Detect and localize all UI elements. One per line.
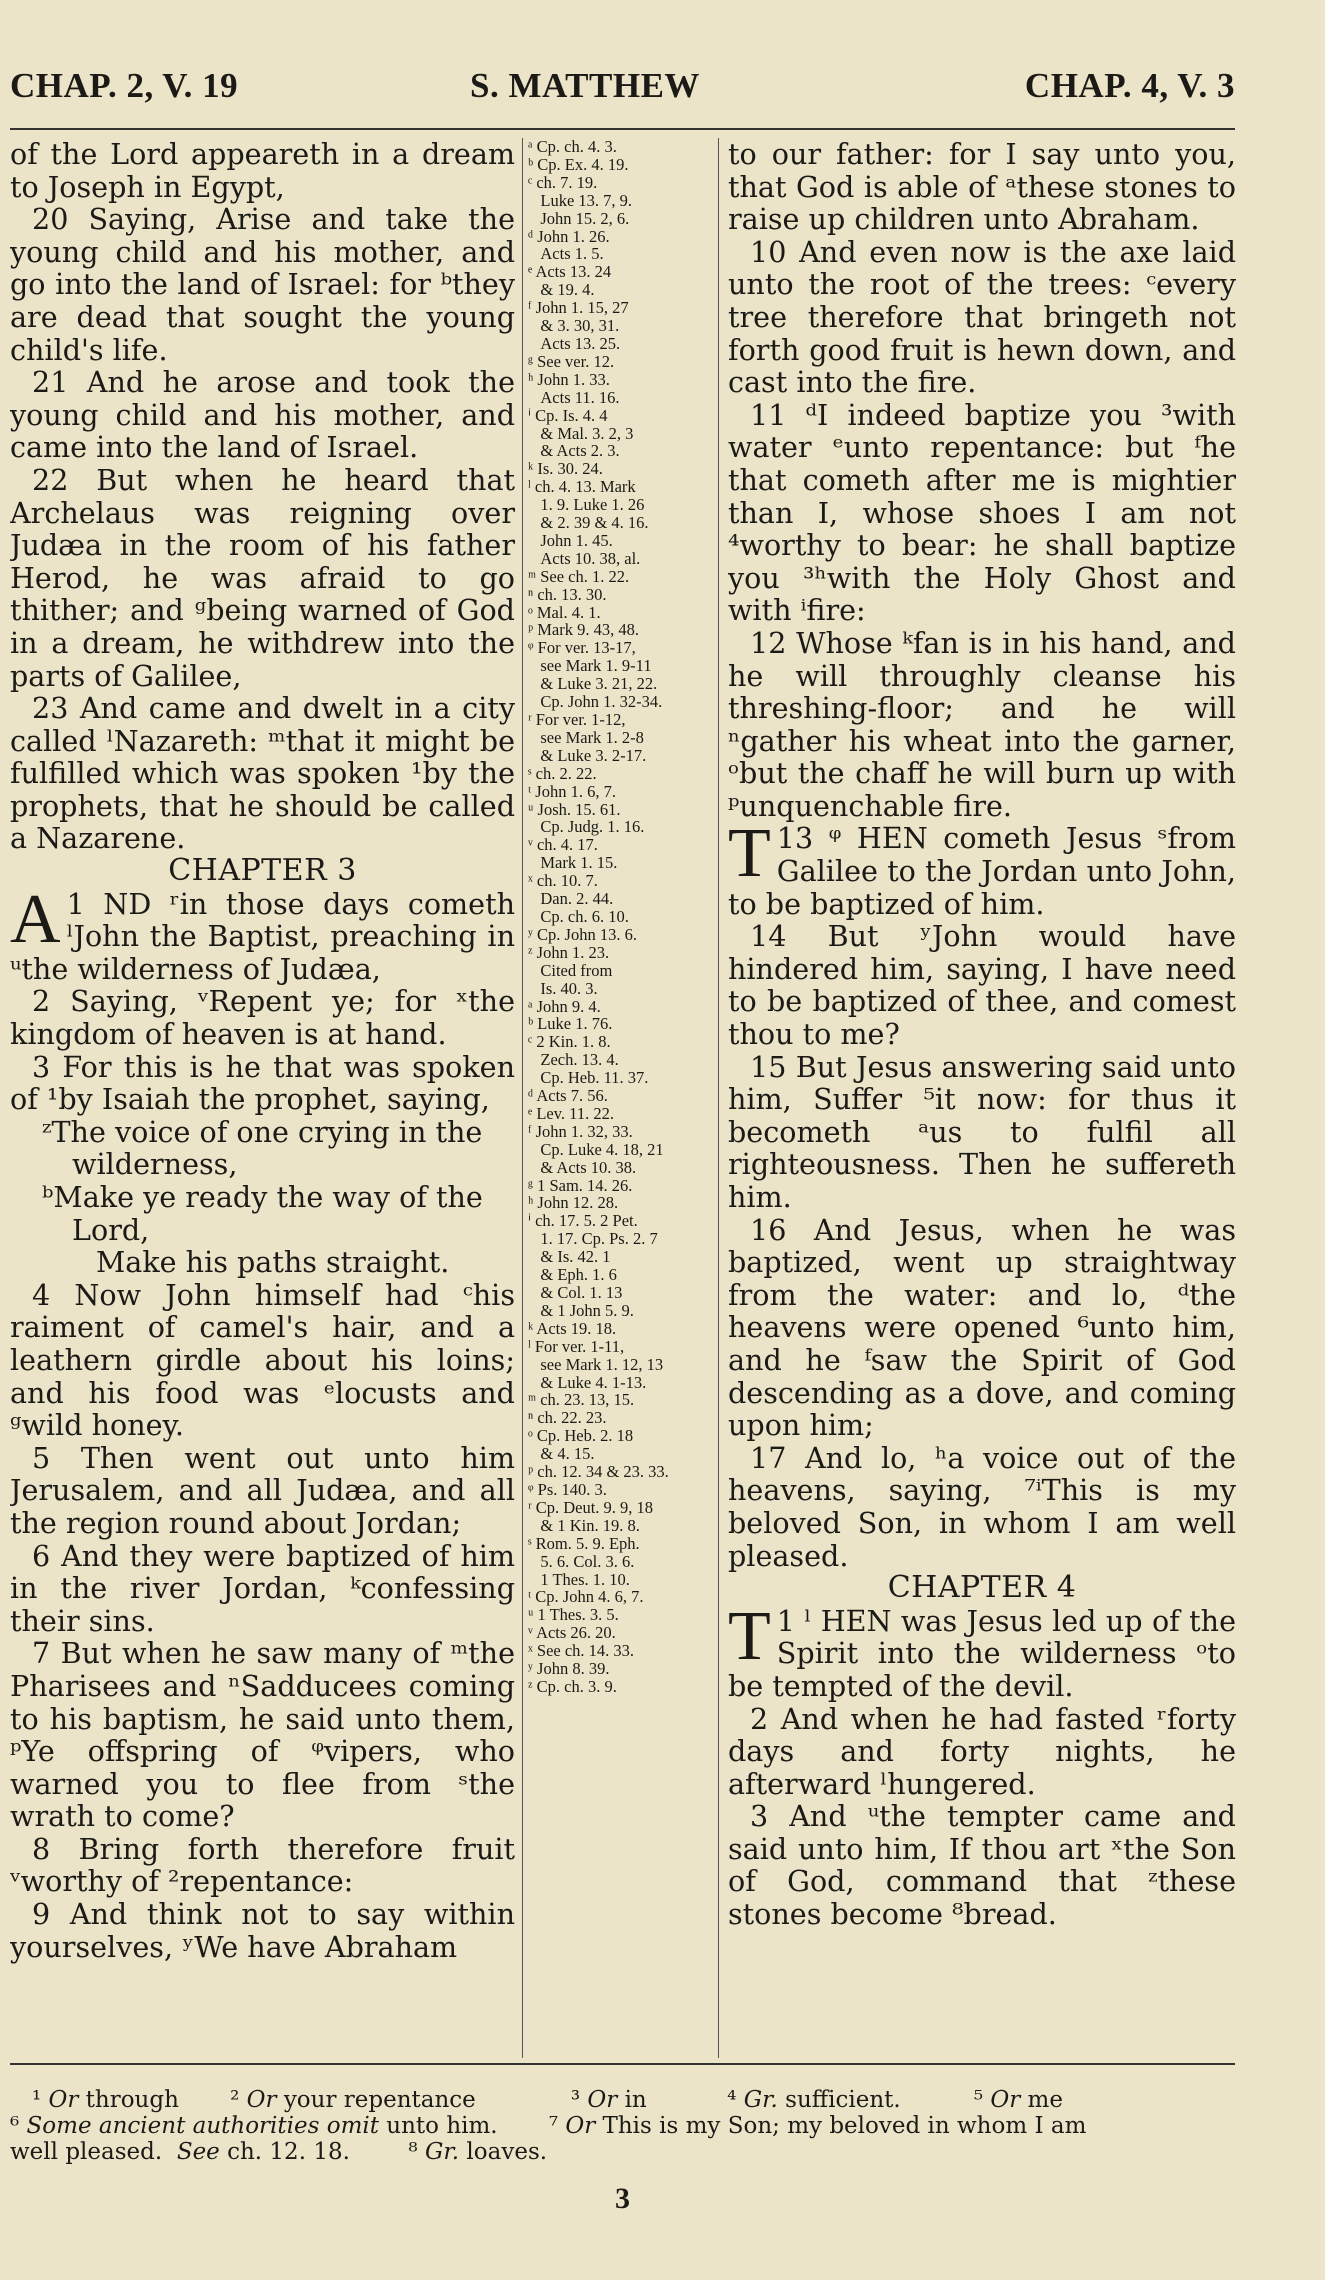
footnote-1-marker: ¹: [31, 2087, 42, 2113]
drop-cap: T: [728, 1597, 771, 1675]
chapter-4-heading: CHAPTER 4: [887, 1570, 1077, 1606]
verse-3-8: 8 Bring forth therefore fruit ᵛworthy of ²repentance:: [10, 1831, 515, 1899]
cross-reference: & 2. 39 & 4. 16.: [528, 513, 649, 533]
verse-3-4: 4 Now John himself had ᶜhis raiment of camel's hair, and a leathern girdle about his loins; and his food was ᵉlocusts and ᵍwild honey.: [10, 1277, 515, 1443]
cross-reference: ᵒ Mal. 4. 1.: [528, 602, 601, 622]
cross-reference: & Luke 3. 2-17.: [528, 745, 647, 765]
cross-reference: Cp. Heb. 11. 37.: [528, 1068, 649, 1088]
cross-reference: ˢ ch. 2. 22.: [528, 763, 597, 783]
verse-3-14: 14 But ʸJohn would have hindered him, saying, I have need to be baptized of thee, and comest thou to me?: [728, 919, 1236, 1052]
footnote-3-marker: ³: [570, 2087, 581, 2113]
cross-reference: ᵈ Acts 7. 56.: [528, 1086, 608, 1106]
footnote-7-see: See: [176, 2139, 220, 2165]
footnote-6-italic: Some ancient authorities omit: [26, 2113, 379, 2139]
quotation-line: ᶻThe voice of one crying in the wilderness,: [42, 1114, 483, 1182]
footnotes: [10, 2087, 1235, 2165]
cross-reference: ˣ ch. 10. 7.: [528, 871, 598, 891]
verse-3-11: 11 ᵈI indeed baptize you ³with water ᵉunto repentance: but ᶠhe that cometh after me is mightier than I, whose shoes I am not ⁴worthy to bear: he shall baptize you ³ʰwith the Holy Ghost and with ⁱfire:: [728, 397, 1236, 628]
verse-2-23: 23 And came and dwelt in a city called ˡNazareth: ᵐthat it might be fulfilled which was spoken ¹by the prophets, that he should be called a Nazarene.: [10, 691, 515, 856]
footnote-1-text: through: [85, 2087, 179, 2113]
footnote-7-or: Or: [565, 2113, 596, 2139]
verse-3-13-text: 13 ᵠ HEN cometh Jesus ˢfrom Galilee to the Jordan unto John, to be baptized of him.: [728, 821, 1236, 921]
cross-reference: & Luke 4. 1-13.: [528, 1372, 647, 1392]
cross-reference: ᶜ 2 Kin. 1. 8.: [528, 1032, 611, 1052]
header-rule: [10, 128, 1235, 130]
verse-3-7: 7 But when he saw many of ᵐthe Pharisees and ⁿSadducees coming to his baptism, he said unto them, ᵖYe offspring of ᵠvipers, who warned you to flee from ˢthe wrath to come?: [10, 1636, 515, 1834]
cross-reference: Is. 40. 3.: [528, 978, 598, 998]
cross-reference: ˡ For ver. 1-11,: [528, 1336, 625, 1356]
cross-reference: Dan. 2. 44.: [528, 889, 614, 909]
footnote-4-marker: ⁴: [727, 2087, 737, 2113]
header-chapter-verse-end: CHAP. 4, V. 3: [1024, 66, 1235, 105]
cross-reference: ᵈ John 1. 26.: [528, 226, 610, 246]
footnote-line: [10, 2087, 1235, 2113]
cross-reference: ᵇ Luke 1. 76.: [528, 1014, 613, 1034]
footnote-4-text: sufficient.: [785, 2087, 901, 2113]
cross-reference: Mark 1. 15.: [528, 853, 618, 873]
cross-reference: & Is. 42. 1: [528, 1247, 611, 1267]
cross-reference: see Mark 1. 12, 13: [528, 1354, 664, 1374]
verse-3-3: 3 For this is he that was spoken of ¹by Isaiah the prophet, saying,: [10, 1049, 515, 1117]
footnote-1-or: Or: [48, 2087, 79, 2113]
cross-reference: ᵠ Ps. 140. 3.: [528, 1479, 607, 1499]
cross-reference: & 4. 15.: [528, 1444, 595, 1464]
cross-reference: ᵒ Cp. Heb. 2. 18: [528, 1426, 634, 1446]
cross-reference: ʳ Cp. Deut. 9. 9, 18: [528, 1497, 654, 1517]
cross-reference: & Luke 3. 21, 22.: [528, 674, 658, 694]
verse-3-1-text: 1 ND ʳin those days cometh ˡJohn the Baptist, preaching in ᵘthe wilderness of Judæa,: [10, 886, 515, 986]
cross-reference: Cp. ch. 6. 10.: [528, 906, 629, 926]
footnote-6-text: unto him.: [386, 2113, 498, 2139]
cross-reference: 5. 6. Col. 3. 6.: [528, 1551, 635, 1571]
page-number: 3: [615, 2182, 630, 2215]
cross-reference: ᶻ Cp. ch. 3. 9.: [528, 1676, 617, 1696]
cross-reference: ᵘ 1 Thes. 3. 5.: [528, 1605, 619, 1625]
verse-3-5: 5 Then went out unto him Jerusalem, and all Judæa, and all the region round about Jordan;: [10, 1440, 515, 1540]
cross-reference: ᵍ See ver. 12.: [528, 351, 615, 371]
verse-2-20: 20 Saying, Arise and take the young child and his mother, and go into the land of Israel: for ᵇthey are dead that sought the young child's life.: [10, 202, 515, 367]
cross-reference: ᵛ Acts 26. 20.: [528, 1623, 616, 1643]
verse-3-17: 17 And lo, ʰa voice out of the heavens, saying, ⁷ⁱThis is my beloved Son, in whom I am well pleased.: [728, 1440, 1236, 1573]
cross-reference: ᶻ John 1. 23.: [528, 942, 610, 962]
cross-reference: ᵇ Cp. Ex. 4. 19.: [528, 154, 629, 174]
header-book-title: S. MATTHEW: [470, 66, 700, 105]
cross-reference: see Mark 1. 2-8: [528, 727, 644, 747]
footnote-3-or: Or: [587, 2087, 618, 2113]
cross-reference: Cp. Luke 4. 18, 21: [528, 1139, 664, 1159]
cross-reference: ᵘ Josh. 15. 61.: [528, 799, 621, 819]
verse-3-9: 9 And think not to say within yourselves, ʸWe have Abraham: [10, 1897, 515, 1964]
footnote-2-marker: ²: [230, 2087, 240, 2113]
footnote-7-continued: well pleased.: [10, 2139, 163, 2165]
header-chapter-verse-start: CHAP. 2, V. 19: [10, 66, 239, 105]
footnote-5-text: me: [1027, 2087, 1063, 2113]
cross-reference: 1. 9. Luke 1. 26: [528, 495, 645, 515]
cross-reference: ˣ See ch. 14. 33.: [528, 1641, 635, 1661]
cross-reference: ᶜ ch. 7. 19.: [528, 172, 598, 192]
footnote-6-marker: ⁶: [10, 2113, 20, 2139]
cross-reference: ᵉ Acts 13. 24: [528, 262, 612, 282]
cross-reference: John 1. 45.: [528, 530, 613, 550]
cross-reference: ⁿ ch. 13. 30.: [528, 584, 607, 604]
verse-3-10: 10 And even now is the axe laid unto the root of the trees: ᶜevery tree therefore that bringeth not forth good fruit is hewn down, and cast into the fire.: [728, 234, 1236, 400]
cross-reference: ⁱ Cp. Is. 4. 4: [528, 405, 608, 425]
verse-3-6: 6 And they were baptized of him in the river Jordan, ᵏconfessing their sins.: [10, 1538, 515, 1638]
footnote-7-text: This is my Son; my beloved in whom I am: [602, 2113, 1087, 2139]
cross-reference: & 1 John 5. 9.: [528, 1300, 634, 1320]
footnote-4-gr: Gr.: [743, 2087, 778, 2113]
cross-reference: ᵖ Mark 9. 43, 48.: [528, 620, 639, 640]
cross-reference: ᵐ See ch. 1. 22.: [528, 566, 630, 586]
footnote-5-or: Or: [990, 2087, 1021, 2113]
verse-3-2: 2 Saying, ᵛRepent ye; for ˣthe kingdom of heaven is at hand.: [10, 984, 515, 1052]
cross-reference: ᵗ Cp. John 4. 6, 7.: [528, 1587, 644, 1607]
cross-reference: ʳ For ver. 1-12,: [528, 710, 626, 729]
verse-3-1: [10, 880, 515, 986]
cross-reference: ᵛ ch. 4. 17.: [528, 835, 598, 855]
verse-4-2: 2 And when he had fasted ʳforty days and forty nights, he afterward ˡhungered.: [728, 1701, 1236, 1801]
cross-reference: ᵖ ch. 12. 34 & 23. 33.: [528, 1462, 669, 1482]
verse-4-1: [728, 1597, 1236, 1703]
cross-reference: ᵃ John 9. 4.: [528, 996, 601, 1016]
cross-reference: & Eph. 1. 6: [528, 1265, 617, 1285]
running-header: [10, 66, 1235, 122]
verse-text: to our father: for I say unto you, that God is able of ᵃthese stones to raise up children unto Abraham.: [728, 138, 1236, 237]
footnote-7-ref: ch. 12. 18.: [227, 2139, 350, 2165]
cross-reference: & Acts 10. 38.: [528, 1157, 637, 1177]
cross-reference: ˡ ch. 4. 13. Mark: [528, 477, 636, 497]
cross-reference-margin: [528, 138, 714, 2058]
cross-reference: & 19. 4.: [528, 280, 595, 300]
cross-reference: & Col. 1. 13: [528, 1283, 623, 1302]
cross-reference: ᵉ Lev. 11. 22.: [528, 1103, 614, 1123]
cross-reference: ʰ John 1. 33.: [528, 369, 610, 389]
column-divider: [718, 138, 719, 2058]
cross-reference: ʰ John 12. 28.: [528, 1193, 619, 1213]
footnote-8-gr: Gr.: [424, 2139, 460, 2165]
cross-reference: ᶠ John 1. 15, 27: [528, 298, 629, 318]
cross-reference: Cp. John 1. 32-34.: [528, 692, 663, 712]
footnote-3-text: in: [624, 2087, 647, 2113]
cross-reference: ˢ Rom. 5. 9. Eph.: [528, 1533, 640, 1553]
quotation-line: Make his paths straight.: [96, 1245, 450, 1280]
cross-reference: ᵏ Is. 30. 24.: [528, 459, 603, 479]
footnote-8-text: loaves.: [466, 2139, 548, 2165]
footnote-rule: [10, 2063, 1235, 2065]
cross-reference: Acts 10. 38, al.: [528, 548, 641, 568]
cross-reference: Zech. 13. 4.: [528, 1050, 619, 1070]
cross-reference: Cp. Judg. 1. 16.: [528, 817, 645, 837]
cross-reference: Cited from: [528, 960, 613, 980]
cross-reference: ᵐ ch. 23. 13, 15.: [528, 1390, 635, 1410]
footnote-2-or: Or: [246, 2087, 277, 2113]
cross-reference: ᵍ 1 Sam. 14. 26.: [528, 1175, 633, 1195]
drop-cap: A: [10, 880, 61, 958]
footnote-5-marker: ⁵: [973, 2087, 984, 2113]
cross-reference: & 3. 30, 31.: [528, 316, 620, 336]
quotation-line: ᵇMake ye ready the way of the Lord,: [42, 1180, 483, 1247]
cross-reference: ʸ Cp. John 13. 6.: [528, 924, 637, 944]
cross-reference: Acts 13. 25.: [528, 333, 621, 353]
footnote-2-text: your repentance: [283, 2087, 476, 2113]
cross-reference: ⁱ ch. 17. 5. 2 Pet.: [528, 1211, 638, 1231]
cross-reference: ⁿ ch. 22. 23.: [528, 1408, 607, 1428]
footnote-7-marker: ⁷: [548, 2113, 559, 2139]
cross-reference: ᵗ John 1. 6, 7.: [528, 781, 616, 801]
column-divider: [522, 138, 523, 2058]
cross-reference: see Mark 1. 9-11: [528, 656, 652, 676]
verse-3-15: 15 But Jesus answering said unto him, Suffer ⁵it now: for thus it becometh ᵃus to fulfil all righteousness. Then he suffereth him.: [728, 1049, 1236, 1214]
left-text-column: [10, 138, 515, 2053]
verse-4-1-text: 1 ˡ HEN was Jesus led up of the Spirit into the wilderness ᵒto be tempted of the devil.: [728, 1603, 1236, 1703]
footnote-line: [10, 2139, 1235, 2165]
verse-3-16: 16 And Jesus, when he was baptized, went up straightway from the water: and lo, ᵈthe heavens were opened ⁶unto him, and he ᶠsaw the Spirit of God descending as a dove, and coming upon him;: [728, 1212, 1236, 1443]
cross-reference: & Acts 2. 3.: [528, 441, 620, 461]
cross-reference: Acts 1. 5.: [528, 244, 604, 264]
verse-4-3: 3 And ᵘthe tempter came and said unto him, If thou art ˣthe Son of God, command that ᶻthese stones become ⁸bread.: [728, 1799, 1236, 1932]
cross-reference: & 1 Kin. 19. 8.: [528, 1515, 640, 1535]
drop-cap: T: [728, 815, 771, 893]
cross-reference: 1. 17. Cp. Ps. 2. 7: [528, 1229, 658, 1249]
footnote-8-marker: ⁸: [408, 2139, 418, 2165]
cross-reference: Acts 11. 16.: [528, 387, 620, 407]
cross-reference: Luke 13. 7, 9.: [528, 190, 633, 210]
cross-reference: ᵃ Cp. ch. 4. 3.: [528, 138, 617, 156]
cross-reference: John 15. 2, 6.: [528, 208, 630, 228]
chapter-3-heading: CHAPTER 3: [168, 853, 357, 889]
cross-reference: ᵏ Acts 19. 18.: [528, 1318, 617, 1338]
right-text-column: [728, 138, 1236, 2053]
verse-3-13: [728, 815, 1236, 921]
cross-reference: ʸ John 8. 39.: [528, 1659, 610, 1679]
verse-2-22: 22 But when he heard that Archelaus was reigning over Judæa in the room of his father Herod, he was afraid to go thither; and ᵍbeing warned of God in a dream, he withdrew into the parts of Galilee,: [10, 462, 515, 693]
cross-reference: ᵠ For ver. 13-17,: [528, 638, 636, 658]
verse-2-21: 21 And he arose and took the young child and his mother, and came into the land of Israel.: [10, 365, 515, 465]
cross-reference: & Mal. 3. 2, 3: [528, 423, 634, 443]
verse-3-12: 12 Whose ᵏfan is in his hand, and he will throughly cleanse his threshing-floor; and he will ⁿgather his wheat into the garner, ᵒbut the chaff he will burn up with ᵖunquenchable fire.: [728, 625, 1236, 823]
cross-reference: ᶠ John 1. 32, 33.: [528, 1121, 633, 1141]
verse-text: of the Lord appeareth in a dream to Joseph in Egypt,: [10, 138, 515, 204]
cross-reference: 1 Thes. 1. 10.: [528, 1569, 630, 1589]
footnote-line: [10, 2113, 1235, 2139]
